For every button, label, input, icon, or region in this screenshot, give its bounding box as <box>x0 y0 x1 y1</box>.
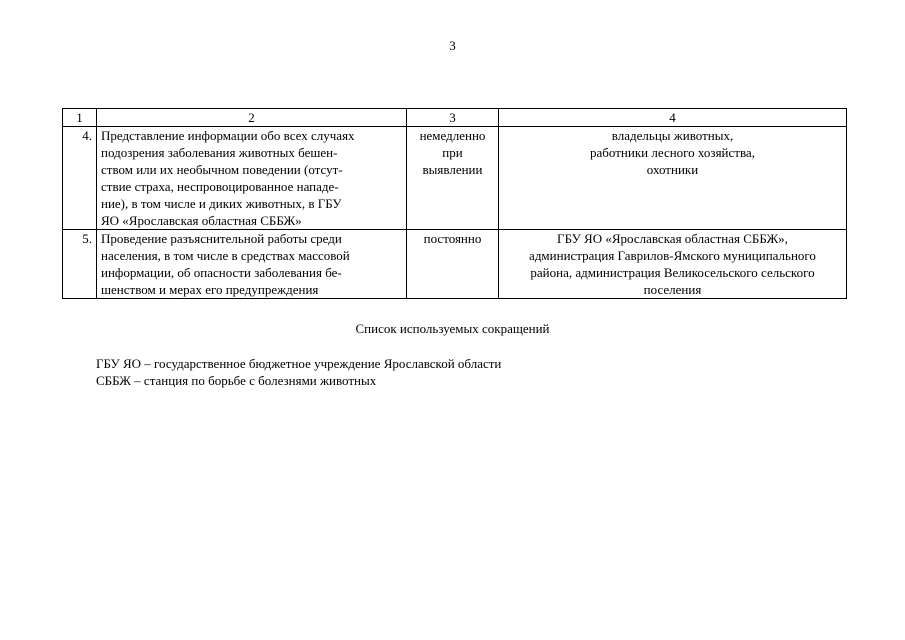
abbreviations-title: Список используемых сокращений <box>355 321 550 336</box>
measure-responsible <box>499 230 847 299</box>
text-line: Проведение разъяснительной работы среди <box>101 231 342 246</box>
text-line: шенством и мерах его предупреждения <box>101 282 319 297</box>
text-line: Представление информации обо всех случаях <box>101 128 355 143</box>
text-line: при <box>442 145 463 160</box>
measure-description <box>97 127 407 230</box>
text-line: работники лесного хозяйства, <box>590 145 755 160</box>
table-header-row <box>63 109 847 127</box>
text-line: ЯО «Ярославская областная СББЖ» <box>101 213 302 228</box>
table-row <box>63 230 847 299</box>
abbreviation-item: ГБУ ЯО – государственное бюджетное учреждение Ярославской области <box>96 356 502 371</box>
text-line: владельцы животных, <box>611 128 734 143</box>
text-line: охотники <box>646 162 699 177</box>
text-line: ние), в том числе и диких животных, в ГБУ <box>101 196 342 211</box>
measure-term <box>407 127 499 230</box>
header-cell-3: 3 <box>407 109 499 127</box>
abbreviations-list <box>96 355 501 389</box>
abbreviation-item: СББЖ – станция по борьбе с болезнями животных <box>96 373 377 388</box>
text-line: постоянно <box>423 231 482 246</box>
measures-table <box>62 108 847 299</box>
text-line: администрация Гаврилов-Ямского муниципального <box>529 248 816 263</box>
text-line: немедленно <box>419 128 486 143</box>
text-line: выявлении <box>422 162 483 177</box>
row-number: 5. <box>63 230 97 299</box>
text-line: ством или их необычном поведении (отсут- <box>101 162 343 177</box>
table-row <box>63 127 847 230</box>
text-line: ствие страха, неспровоцированное нападе- <box>101 179 339 194</box>
measure-term <box>407 230 499 299</box>
row-number: 4. <box>63 127 97 230</box>
text-line: района, администрация Великосельского сельского <box>530 265 815 280</box>
text-line: ГБУ ЯО «Ярославская областная СББЖ», <box>557 231 788 246</box>
header-cell-2: 2 <box>97 109 407 127</box>
text-line: подозрения заболевания животных бешен- <box>101 145 338 160</box>
text-line: поселения <box>643 282 702 297</box>
measure-responsible <box>499 127 847 230</box>
header-cell-1: 1 <box>63 109 97 127</box>
header-cell-4: 4 <box>499 109 847 127</box>
text-line: информации, об опасности заболевания бе- <box>101 265 342 280</box>
text-line: населения, в том числе в средствах массовой <box>101 248 350 263</box>
page-number: 3 <box>449 38 456 53</box>
measure-description <box>97 230 407 299</box>
